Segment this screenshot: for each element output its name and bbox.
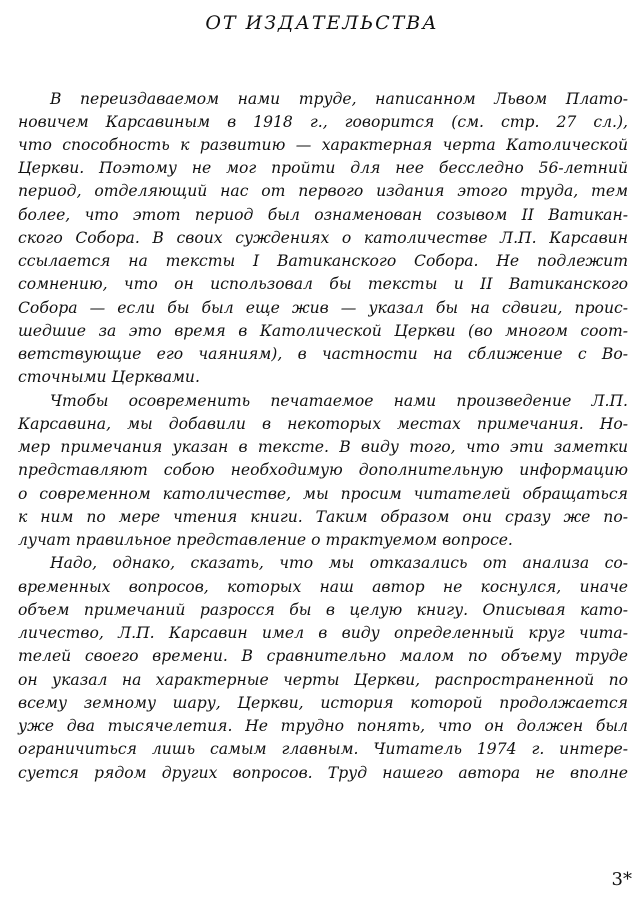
section-title: ОТ ИЗДАТЕЛЬСТВА: [205, 12, 439, 34]
text-line: ограничиться лишь самым главным. Читатель 1974 г. интере-: [18, 740, 628, 758]
text-line: лучат правильное представление о трактуемом вопросе.: [18, 531, 513, 549]
text-line: Карсавина, мы добавили в некоторых местах примечания. Но-: [18, 415, 628, 433]
text-line: Церкви. Поэтому не мог пройти для нее бесследно 56-летний: [18, 159, 628, 177]
text-line: сточными Церквами.: [18, 368, 200, 386]
text-line: ссылается на тексты I Ватиканского Собора. Не подлежит: [18, 252, 628, 270]
text-line: Надо, однако, сказать, что мы отказались от анализа со-: [50, 554, 628, 572]
text-line: к ним по мере чтения книги. Таким образом они сразу же по-: [18, 508, 628, 526]
text-line: уже два тысячелетия. Не трудно понять, что он должен был: [18, 717, 628, 735]
text-line: телей своего времени. В сравнительно малом по объему труде: [18, 647, 628, 665]
text-line: Собора — если бы был еще жив — указал бы на сдвиги, проис-: [18, 299, 628, 317]
page-number: 3*: [611, 869, 632, 890]
text-line: всему земному шару, Церкви, история которой продолжается: [18, 694, 628, 712]
text-line: ского Собора. В своих суждениях о католичестве Л.П. Карсавин: [18, 229, 628, 247]
text-line: объем примечаний разросся бы в целую книгу. Описывая като-: [18, 601, 628, 619]
text-line: он указал на характерные черты Церкви, распространенной по: [18, 671, 628, 689]
text-line: Чтобы осовременить печатаемое нами произведение Л.П.: [50, 392, 628, 410]
text-line: ветствующие его чаяниям), в частности на сближение с Во-: [18, 345, 628, 363]
text-line: представляют собою необходимую дополнительную информацию: [18, 461, 628, 479]
text-line: что способность к развитию — характерная черта Католической: [18, 136, 628, 154]
text-line: В переиздаваемом нами труде, написанном Львом Плато-: [50, 90, 628, 108]
text-line: временных вопросов, которых наш автор не коснулся, иначе: [18, 578, 628, 596]
text-line: личество, Л.П. Карсавин имел в виду определенный круг чита-: [18, 624, 628, 642]
text-line: более, что этот период был ознаменован созывом II Ватикан-: [18, 206, 628, 224]
text-line: период, отделяющий нас от первого издания этого труда, тем: [18, 182, 628, 200]
text-line: суется рядом других вопросов. Труд нашего автора не вполне: [18, 764, 628, 782]
text-line: мер примечания указан в тексте. В виду того, что эти заметки: [18, 438, 628, 456]
text-line: о современном католичестве, мы просим читателей обращаться: [18, 485, 628, 503]
text-line: сомнению, что он использовал бы тексты и II Ватиканского: [18, 275, 628, 293]
text-line: новичем Карсавиным в 1918 г., говорится (см. стр. 27 сл.),: [18, 113, 628, 131]
text-line: шедшие за это время в Католической Церкви (во многом соот-: [18, 322, 628, 340]
